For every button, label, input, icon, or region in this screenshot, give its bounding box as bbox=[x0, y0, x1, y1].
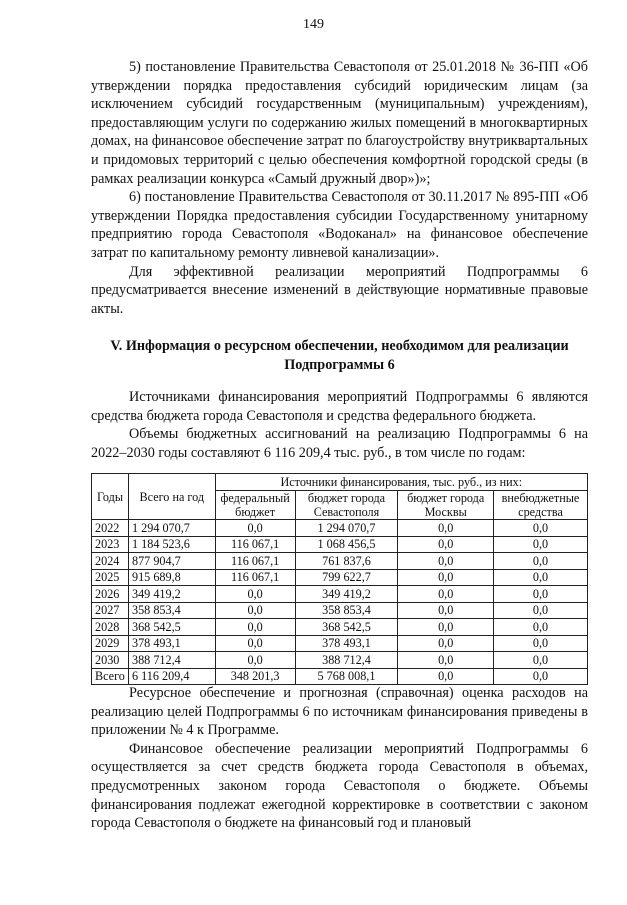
table-cell: 368 542,5 bbox=[295, 619, 398, 636]
table-cell: 1 184 523,6 bbox=[128, 536, 215, 553]
paragraph-sources: Источниками финансирования мероприятий Подпрограммы 6 являются средства бюджета города Севастополя и средства федерального бюджета. bbox=[91, 389, 588, 424]
table-row bbox=[92, 602, 588, 619]
table-cell: 388 712,4 bbox=[128, 652, 215, 669]
table-cell: 0,0 bbox=[494, 569, 588, 586]
table-cell: 0,0 bbox=[398, 668, 494, 685]
table-row bbox=[92, 569, 588, 586]
table-cell: 116 067,1 bbox=[215, 536, 295, 553]
table-cell: 0,0 bbox=[494, 602, 588, 619]
header-sevastopol: бюджет города Севастополя bbox=[295, 491, 398, 520]
table-cell: 1 068 456,5 bbox=[295, 536, 398, 553]
table-row bbox=[92, 536, 588, 553]
table-cell: 0,0 bbox=[494, 586, 588, 603]
header-sources: Источники финансирования, тыс. руб., из них: bbox=[215, 474, 587, 491]
table-cell: 0,0 bbox=[398, 586, 494, 603]
table-cell: 0,0 bbox=[494, 536, 588, 553]
table-row bbox=[92, 668, 588, 685]
table-cell: 0,0 bbox=[494, 520, 588, 537]
table-cell: 116 067,1 bbox=[215, 569, 295, 586]
table-cell: 0,0 bbox=[398, 635, 494, 652]
paragraph-resources: Ресурсное обеспечение и прогнозная (справочная) оценка расходов на реализацию целей Подпрограммы 6 по источникам финансирования приведены в приложении № 4 к Программе. bbox=[91, 685, 588, 739]
table-cell: Всего bbox=[92, 668, 129, 685]
table-cell: 1 294 070,7 bbox=[128, 520, 215, 537]
table-cell: 0,0 bbox=[494, 553, 588, 570]
header-moscow: бюджет города Москвы bbox=[398, 491, 494, 520]
paragraph-volumes: Объемы бюджетных ассигнований на реализацию Подпрограммы 6 на 2022–2030 годы составляют 6 116 209,4 тыс. руб., в том числе по годам: bbox=[91, 426, 588, 461]
table-cell: 0,0 bbox=[398, 553, 494, 570]
paragraph-financing: Финансовое обеспечение реализации мероприятий Подпрограммы 6 осуществляется за счет средств бюджета города Севастополя в объемах, предусмотренных законом города Севастополя о бюджете. Объемы финансирования подлежат ежегодной корректировке в соответствии с законом города Севастополя о бюджете на финансовый год и плановый bbox=[91, 740, 588, 832]
paragraph-changes: Для эффективной реализации мероприятий Подпрограммы 6 предусматривается внесение изменений в действующие нормативные правовые акты. bbox=[91, 263, 588, 317]
table-cell: 358 853,4 bbox=[295, 602, 398, 619]
table-cell: 0,0 bbox=[215, 652, 295, 669]
table-cell: 0,0 bbox=[494, 619, 588, 636]
table-cell: 349 419,2 bbox=[128, 586, 215, 603]
table-cell: 0,0 bbox=[398, 619, 494, 636]
table-cell: 877 904,7 bbox=[128, 553, 215, 570]
table-row bbox=[92, 619, 588, 636]
table-header-row bbox=[92, 474, 588, 491]
table-row bbox=[92, 520, 588, 537]
intro-text bbox=[91, 388, 588, 462]
table-cell: 358 853,4 bbox=[128, 602, 215, 619]
table-cell: 0,0 bbox=[215, 586, 295, 603]
table-row bbox=[92, 586, 588, 603]
header-years: Годы bbox=[92, 474, 129, 520]
table-row bbox=[92, 553, 588, 570]
table-cell: 2023 bbox=[92, 536, 129, 553]
page-number: 149 bbox=[303, 17, 324, 32]
table-cell: 2030 bbox=[92, 652, 129, 669]
table-cell: 378 493,1 bbox=[295, 635, 398, 652]
table-cell: 348 201,3 bbox=[215, 668, 295, 685]
header-total: Всего на год bbox=[128, 474, 215, 520]
table-cell: 761 837,6 bbox=[295, 553, 398, 570]
table-cell: 799 622,7 bbox=[295, 569, 398, 586]
table-cell: 388 712,4 bbox=[295, 652, 398, 669]
table-cell: 0,0 bbox=[398, 602, 494, 619]
legal-acts-list bbox=[91, 58, 588, 318]
table-cell: 116 067,1 bbox=[215, 553, 295, 570]
table-cell: 2025 bbox=[92, 569, 129, 586]
funding-table bbox=[91, 473, 588, 685]
table-row bbox=[92, 635, 588, 652]
table-row bbox=[92, 652, 588, 669]
table-cell: 0,0 bbox=[398, 536, 494, 553]
table-cell: 0,0 bbox=[494, 668, 588, 685]
table-cell: 915 689,8 bbox=[128, 569, 215, 586]
table-body bbox=[92, 520, 588, 685]
table-cell: 0,0 bbox=[398, 652, 494, 669]
paragraph-item-6: 6) постановление Правительства Севастополя от 30.11.2017 № 895-ПП «Об утверждении Порядка предоставления субсидии Государственному унитарному предприятию города Севастополя «Водоканал» на финансовое обеспечение затрат по капитальному ремонту ливневой канализации». bbox=[91, 189, 588, 261]
table-cell: 2022 bbox=[92, 520, 129, 537]
section-heading: V. Информация о ресурсном обеспечении, необходимом для реализации Подпрограммы 6 bbox=[110, 338, 569, 373]
table-cell: 0,0 bbox=[398, 569, 494, 586]
table-cell: 378 493,1 bbox=[128, 635, 215, 652]
table-cell: 368 542,5 bbox=[128, 619, 215, 636]
table-cell: 1 294 070,7 bbox=[295, 520, 398, 537]
table-cell: 0,0 bbox=[215, 635, 295, 652]
header-federal: федеральный бюджет bbox=[215, 491, 295, 520]
table-cell: 2026 bbox=[92, 586, 129, 603]
table-cell: 0,0 bbox=[215, 520, 295, 537]
table-cell: 5 768 008,1 bbox=[295, 668, 398, 685]
table-cell: 2024 bbox=[92, 553, 129, 570]
table-cell: 0,0 bbox=[215, 619, 295, 636]
table-cell: 0,0 bbox=[494, 635, 588, 652]
table-cell: 349 419,2 bbox=[295, 586, 398, 603]
closing-text bbox=[91, 684, 588, 833]
table-cell: 6 116 209,4 bbox=[128, 668, 215, 685]
table-cell: 2029 bbox=[92, 635, 129, 652]
table-cell: 2027 bbox=[92, 602, 129, 619]
header-extrabudget: внебюджетные средства bbox=[494, 491, 588, 520]
table-cell: 0,0 bbox=[494, 652, 588, 669]
paragraph-item-5: 5) постановление Правительства Севастополя от 25.01.2018 № 36-ПП «Об утверждении порядка предоставления субсидий юридическим лицам (за исключением субсидий государственным (муниципальным) учреждениям), предоставляющим услуги по содержанию жилых помещений в многоквартирных домах, на финансовое обеспечение затрат по благоустройству внутриквартальных и придомовых территорий с целью обеспечения комфортной городской среды (в рамках реализации конкурса «Самый дружный двор»)»; bbox=[91, 59, 588, 187]
table-cell: 2028 bbox=[92, 619, 129, 636]
table-cell: 0,0 bbox=[398, 520, 494, 537]
table-cell: 0,0 bbox=[215, 602, 295, 619]
